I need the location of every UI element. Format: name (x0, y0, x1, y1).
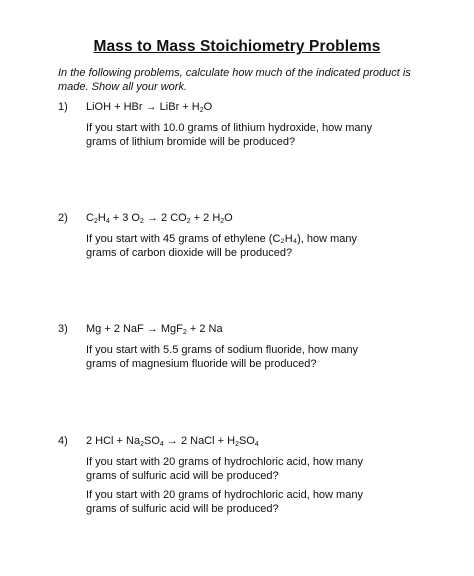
question-text: If you start with 20 grams of hydrochloric acid, how many grams of sulfuric acid will be produced? (86, 489, 363, 515)
eq-subscript: 2 (93, 218, 98, 225)
arrow-icon: → (166, 435, 178, 447)
instructions: In the following problems, calculate how much of the indicated product is made. Show all your work. (58, 67, 411, 93)
eq-text: C (86, 212, 94, 224)
eq-subscript: 2 (140, 441, 145, 448)
problem-number: 1) (58, 101, 68, 113)
question-text: If you start with 10.0 grams of lithium hydroxide, how many grams of lithium bromide will be produced? (86, 122, 373, 148)
question-text: If you start with 5.5 grams of sodium fluoride, how many grams of magnesium fluoride will be produced? (86, 344, 359, 370)
eq-text: 2 NaCl + H (177, 435, 236, 447)
eq-subscript: 2 (186, 218, 191, 225)
problem-number: 2) (58, 212, 68, 224)
arrow-icon: → (145, 101, 157, 113)
eq-text: 2 HCl + Na (86, 435, 141, 447)
eq-text: 2 CO (157, 212, 187, 224)
eq-subscript: 2 (140, 218, 144, 225)
arrow-icon: → (146, 323, 158, 335)
question-text: If you start with 20 grams of hydrochloric acid, how many grams of sulfuric acid will be produced? (86, 456, 363, 482)
eq-text: H (97, 212, 106, 224)
eq-subscript: 2 (199, 107, 204, 114)
chemical-equation (86, 100, 212, 116)
eq-text: + 2 H (190, 212, 221, 224)
chemical-equation (86, 322, 223, 338)
eq-text: SO (238, 435, 255, 447)
eq-text: + 2 Na (186, 323, 223, 335)
arrow-icon: → (146, 212, 158, 224)
eq-subscript: 2 (182, 329, 187, 336)
eq-text: O (224, 212, 233, 224)
eq-text: MgF (157, 323, 183, 335)
chemical-equation (86, 434, 259, 450)
eq-subscript: 4 (105, 218, 110, 225)
eq-text: LiOH + HBr (86, 101, 146, 113)
eq-subscript: 4 (254, 441, 259, 448)
eq-text: LiBr + H (156, 101, 200, 113)
eq-text: + 3 O (109, 212, 140, 224)
problem-number: 3) (58, 323, 68, 335)
eq-subscript: 4 (159, 441, 164, 448)
problem-number: 4) (58, 435, 68, 447)
eq-subscript: 2 (235, 441, 239, 448)
page-title: Mass to Mass Stoichiometry Problems (93, 38, 381, 55)
eq-subscript: 2 (220, 218, 225, 225)
chemical-equation (86, 211, 233, 227)
question-text: If you start with 45 grams of ethylene (C₂H₄), how many grams of carbon dioxide will be produced? (86, 233, 358, 259)
eq-text: SO (144, 435, 160, 447)
eq-text: O (203, 101, 213, 113)
eq-text: Mg + 2 NaF (86, 323, 147, 335)
